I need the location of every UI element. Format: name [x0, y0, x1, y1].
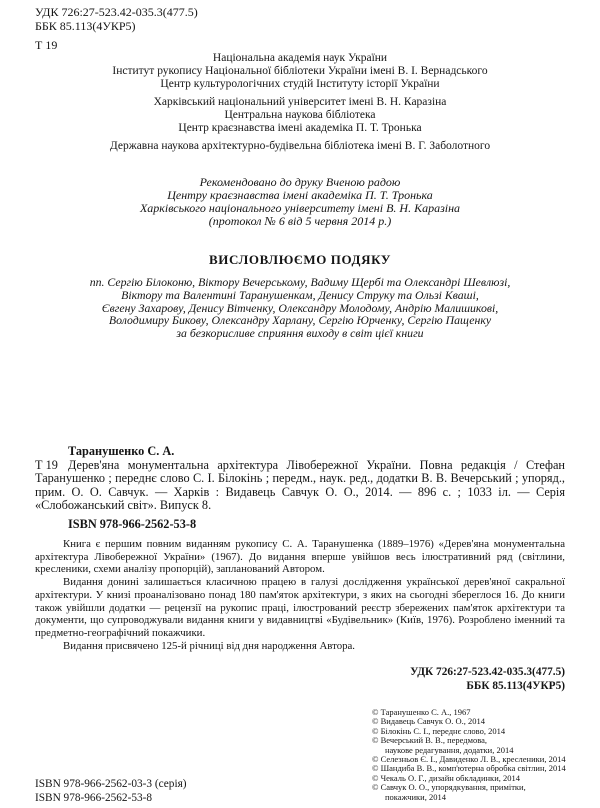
acknowledgement-line: Віктору та Валентині Таранушенкам, Денису Струку та Ользі Кваші,	[121, 287, 479, 302]
copyright-line: © Чекаль О. Г., дизайн обкладинки, 2014	[372, 772, 520, 783]
institutions-group-academy	[0, 52, 600, 91]
copyright-line: © Видавець Савчук О. О., 2014	[372, 716, 485, 727]
acknowledgement-heading: ВИСЛОВЛЮЄМО ПОДЯКУ	[208, 252, 391, 267]
institutions-group-library	[0, 140, 600, 153]
recommendation-block	[0, 176, 600, 228]
copyright-line: © Білокінь С. І., переднє слово, 2014	[372, 725, 506, 736]
institutions-group-university	[0, 96, 600, 135]
copyright-line: © Таранушенко С. А., 1967	[372, 707, 471, 717]
annotation-paragraph: Видання донині залишається класичною працею в галузі дослідження української дерев'яної сакральної архітектури. У книзі проаналізовано понад 180 пам'яток архітектури, з яких на сьогодні збереглося 16. До книги також увійшли додатки — рецензії на рукопис праці, ілюстрований реєстр збережених пам'яток архітектури та документи, що супроводжували видання книги у видавництві «Будівельник» (Київ, 1976). Розроблено іменний та предметно-географічний покажчики.	[35, 576, 565, 639]
acknowledgement-line: за безкорисливе сприяння виходу в світ цієї книги	[176, 326, 424, 341]
bibliographic-record	[35, 444, 565, 532]
bib-isbn: ISBN 978-966-2562-53-8	[68, 517, 197, 532]
bib-entry	[35, 459, 565, 512]
institutions-block	[0, 52, 600, 153]
copyright-line: © Шандиба В. В., комп'ютерна обробка світлин, 2014	[372, 763, 566, 774]
isbn-series: ISBN 978-966-2562-03-3 (серія)	[35, 778, 187, 790]
udc-code-top: УДК 726:27-523.42-035.3(477.5)	[35, 5, 198, 19]
copyright-block	[372, 708, 566, 802]
institution-line: Національна академія наук України	[212, 52, 388, 64]
institution-line: Центр культурологічних студій Інституту історії України	[160, 78, 440, 90]
institution-line: Центр краєзнавства імені академіка П. Т. Тронька	[178, 122, 422, 134]
copyright-line: © Савчук О. О., упорядкування, примітки,	[372, 782, 526, 793]
bib-entry-text: Дерев'яна монументальна архітектура Лівобережної України. Повна редакція / Стефан Таранушенко ; переднє слово С. І. Білокінь ; передм., наук. ред., додатки В. В. Вечерський ; упоряд., прим. О. О. Савчук. — Харків : Видавець Савчук О. О., 2014. — 896 с. ; 1033 іл. — Серія «Слобожанський світ». Випуск 8.	[35, 458, 565, 512]
classification-codes-bottom	[410, 666, 565, 693]
copyright-line-continuation: наукове редагування, додатки, 2014	[385, 744, 514, 755]
isbn-book: ISBN 978-966-2562-53-8	[35, 792, 153, 804]
annotation-paragraph: Книга є першим повним виданням рукопису С. А. Таранушенка (1889–1976) «Дерев'яна монументальна архітектура Лівобережної України» (1967). До видання вперше увійшов весь ілюстративний ряд (світлини, кресленики, схеми аналізу пропорцій), запланований Автором.	[35, 538, 565, 576]
institution-line: Державна наукова архітектурно-будівельна бібліотека імені В. Г. Заболотного	[109, 140, 491, 152]
author-sign-code-top: Т 19	[35, 38, 58, 52]
isbn-block	[35, 777, 187, 805]
institution-line: Харківський національний університет імені В. Н. Каразіна	[153, 96, 447, 108]
recommendation-line: Центру краєзнавства імені академіка П. Т. Тронька	[167, 188, 433, 202]
annotation-block	[35, 538, 565, 652]
bib-author-sign: Т 19	[35, 458, 58, 472]
bbk-code-bottom: ББК 85.113(4УКР5)	[466, 679, 565, 692]
copyright-line-continuation: покажчики, 2014	[385, 791, 446, 802]
annotation-paragraph: Видання присвячено 125-й річниці від дня народження Автора.	[63, 639, 355, 652]
recommendation-line: Харківського національного університету імені В. Н. Каразіна	[139, 201, 461, 215]
institution-line: Інститут рукопису Національної бібліотеки України імені В. І. Вернадського	[112, 65, 488, 77]
institution-line: Центральна наукова бібліотека	[224, 109, 376, 121]
recommendation-line: Рекомендовано до друку Вченою радою	[199, 175, 401, 189]
acknowledgement-line: Володимиру Бикову, Олександру Харлану, Сергію Юрченку, Сергію Пащенку	[108, 313, 492, 328]
acknowledgement-line: пп. Сергію Білоконю, Віктору Вечерському, Вадиму Щербі та Олександрі Шевлюзі,	[89, 275, 511, 289]
udc-code-bottom: УДК 726:27-523.42-035.3(477.5)	[410, 666, 565, 678]
acknowledgement-line: Євгену Захарову, Денису Вітченку, Олександру Молодому, Андрію Малишикові,	[101, 300, 499, 315]
copyright-line: © Селезньов Є. І., Давиденко Л. В., кресленики, 2014	[372, 754, 566, 765]
classification-codes-top	[35, 5, 198, 52]
acknowledgement-block	[0, 252, 600, 340]
recommendation-line: (протокол № 6 від 5 червня 2014 р.)	[208, 214, 392, 228]
copyright-line: © Вечерський В. В., передмова,	[372, 735, 488, 746]
bbk-code-top: ББК 85.113(4УКР5)	[35, 19, 136, 33]
bib-author: Таранушенко С. А.	[68, 444, 175, 458]
